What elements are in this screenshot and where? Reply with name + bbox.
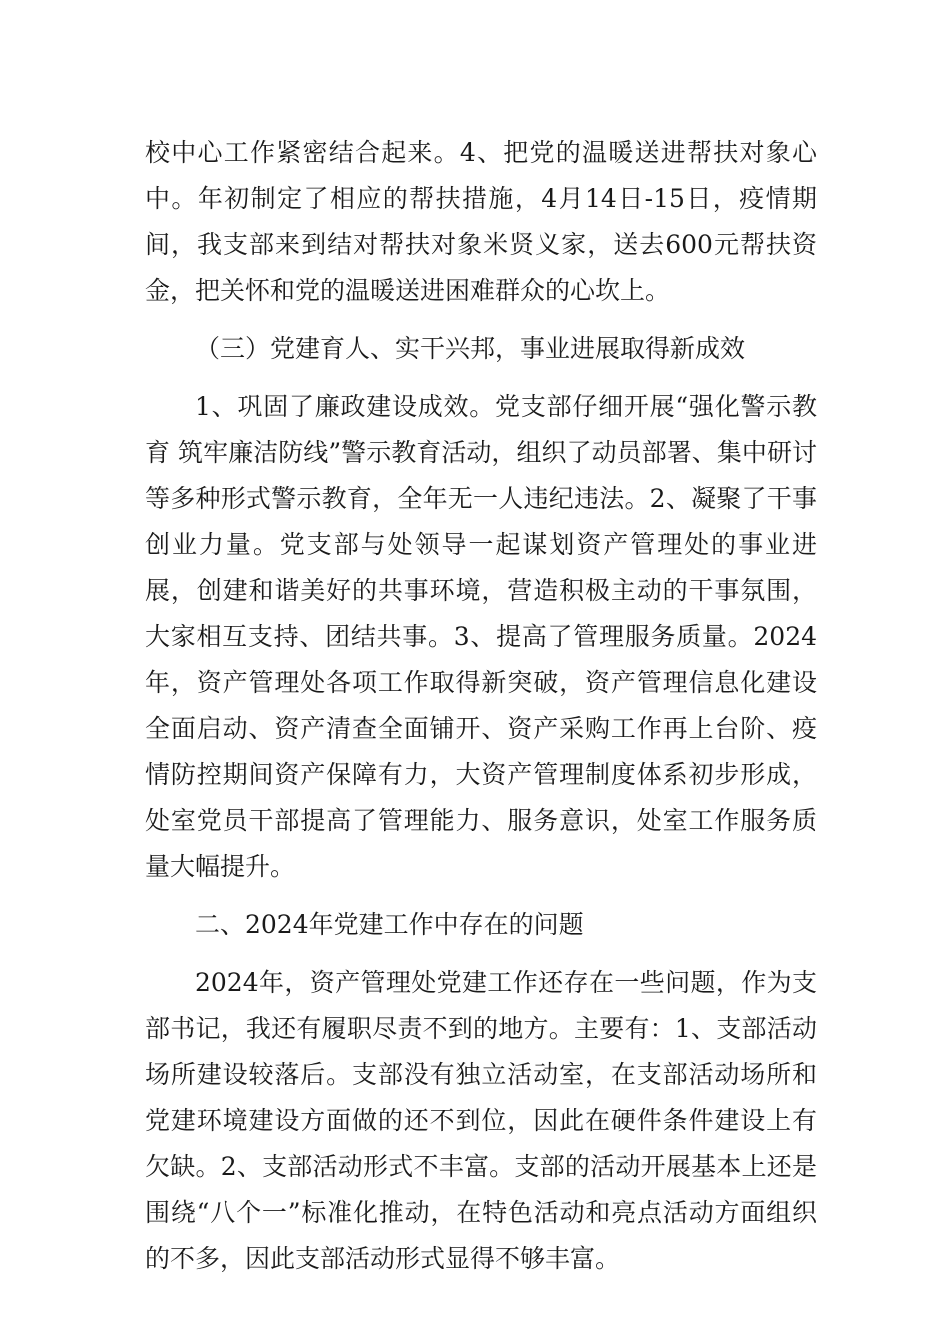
section-heading-problems: 二、2024年党建工作中存在的问题 bbox=[195, 910, 584, 939]
section-heading-3: （三）党建育人、实干兴邦，事业进展取得新成效 bbox=[195, 334, 746, 363]
paragraph-continuation: 校中心工作紧密结合起来。4、把党的温暖送进帮扶对象心中。年初制定了相应的帮扶措施，4月14日-15日，疫情期间，我支部来到结对帮扶对象米贤义家，送去600元帮扶资金，把关怀和党的温暖送进困难群众的心坎上。 bbox=[145, 138, 817, 305]
document-body bbox=[145, 130, 817, 1294]
paragraph-achievements: 1、巩固了廉政建设成效。党支部仔细开展“强化警示教育 筑牢廉洁防线”警示教育活动，组织了动员部署、集中研讨等多种形式警示教育，全年无一人违纪违法。2、凝聚了干事创业力量。党支部与处领导一起谋划资产管理处的事业进展，创建和谐美好的共事环境，营造积极主动的干事氛围，大家相互支持、团结共事。3、提高了管理服务质量。2024年，资产管理处各项工作取得新突破，资产管理信息化建设全面启动、资产清查全面铺开、资产采购工作再上台阶、疫情防控期间资产保障有力，大资产管理制度体系初步形成，处室党员干部提高了管理能力、服务意识，处室工作服务质量大幅提升。 bbox=[145, 392, 817, 881]
paragraph-problems: 2024年，资产管理处党建工作还存在一些问题，作为支部书记，我还有履职尽责不到的地方。主要有：1、支部活动场所建设较落后。支部没有独立活动室，在支部活动场所和党建环境建设方面做的还不到位，因此在硬件条件建设上有欠缺。2、支部活动形式不丰富。支部的活动开展基本上还是围绕“八个一”标准化推动，在特色活动和亮点活动方面组织的不多，因此支部活动形式显得不够丰富。 bbox=[145, 968, 817, 1273]
